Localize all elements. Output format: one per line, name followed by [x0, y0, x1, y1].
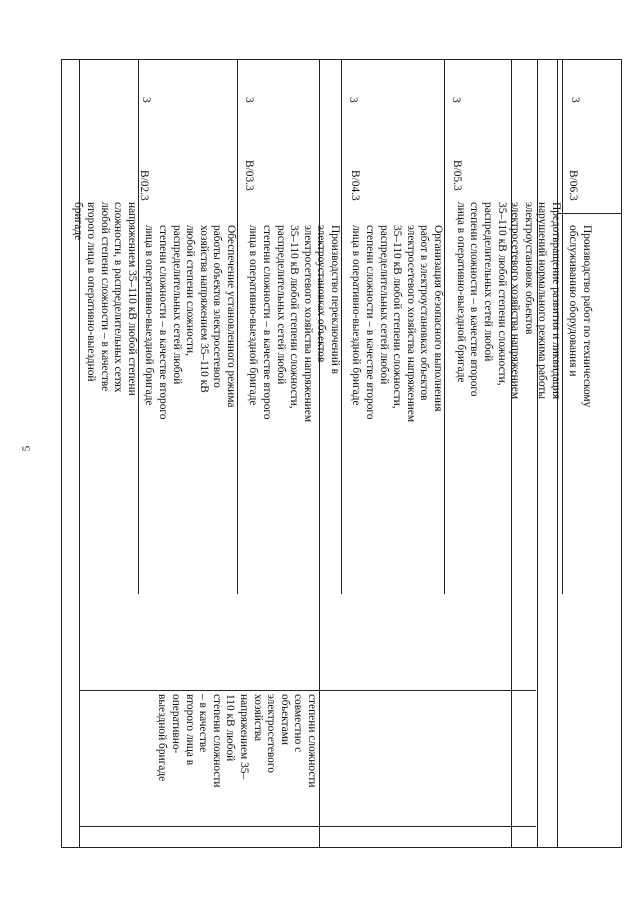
column-line — [557, 60, 558, 847]
function-code: B/03.3 — [243, 160, 255, 191]
column-line — [511, 60, 512, 847]
left-description-cell: степени сложности совместно с объектами электросетевого хозяйства напряжением 35– 110 кВ любой степени сложности – в качестве второго лица в оперативно- выездной бригаде — [156, 694, 318, 788]
row-divider — [562, 59, 563, 594]
row-function-text: Производство переключений в электроустановках объектов электросетевого хозяйства напряжением 35–110 кВ любой степени сложности, распределительных сетей любой степени сложности – в качестве второго лица в оперативно-выездной бригаде — [247, 225, 341, 423]
row-function-text: Предотвращение развития и ликвидация нарушений нормального режима работы электроустановок объектов электросетевого хозяйства напряжением 35–110 кВ любой степени сложности, распределительных сетей любой степени сложности – в качестве второго лица в оперативно-выездной бригаде — [454, 202, 562, 400]
page-number: 5 — [20, 445, 33, 452]
qualification-level: 3 — [243, 97, 255, 103]
qualification-level: 3 — [347, 97, 359, 103]
column-line — [79, 60, 80, 847]
row-line — [557, 213, 621, 214]
row-function-text: Организация безопасного выполнения работ в электроустановках объектов электросетевого хозяйства напряжением 35–110 кВ любой степени сложности, распределительных сетей любой степени сложности – в качестве второго лица в оперативно-выездной бригаде — [350, 225, 444, 423]
row-line — [80, 690, 536, 691]
function-code: B/02.3 — [138, 170, 150, 201]
row-line — [80, 826, 536, 827]
row-function-text: Обеспечение установленного режима работы объектов электросетевого хозяйства напряжением 35–110 кВ любой степени сложности, распределительных сетей любой степени сложности – в качестве второго лица в оперативно-выездной бригаде — [143, 225, 237, 420]
qualification-level: 3 — [450, 97, 462, 103]
function-code: B/06.3 — [567, 170, 579, 201]
column-line — [319, 60, 320, 847]
row-function-text: Производство работ по техническому обслуживанию оборудования и — [567, 225, 593, 408]
row-function-text: напряжением 35–110 кВ любой степени сложности, в распределительных сетях любой степени сложности – в качестве второго лица в оперативно-выездной бригаде — [71, 202, 138, 396]
function-code: B/04.3 — [349, 170, 361, 201]
function-code: B/05.3 — [451, 160, 463, 191]
column-line — [537, 60, 538, 847]
row-divider — [237, 59, 238, 594]
qualification-level: 3 — [569, 97, 581, 103]
qualification-level: 3 — [140, 97, 152, 103]
row-divider — [444, 59, 445, 594]
row-divider — [341, 59, 342, 594]
row-divider — [138, 59, 139, 594]
